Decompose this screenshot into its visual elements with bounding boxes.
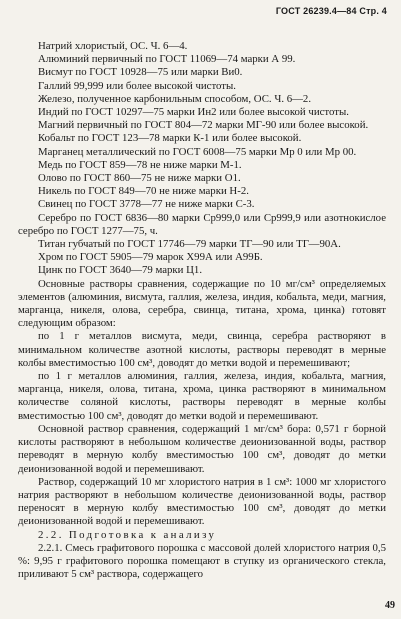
paragraph: Цинк по ГОСТ 3640—79 марки Ц1. — [38, 264, 203, 277]
paragraph: Олово по ГОСТ 860—75 не ниже марки О1. — [38, 172, 241, 185]
paragraph: Никель по ГОСТ 849—70 не ниже марки Н-2. — [38, 185, 249, 198]
paragraph: по 1 г металлов висмута, меди, свинца, серебра растворяют в минимальном количестве азотной кислоты, растворы переводят в мерные колбы вместимостью 100 см³, доводят до метки водой и перемешивают; — [18, 330, 386, 369]
paragraph: 2.2.1. Смесь графитового порошка с массовой долей хлористого натрия 0,5 %: 9,95 г графитового порошка помещают в ступку из органического стекла, приливают 5 см³ раствора, содержащего — [18, 541, 386, 581]
page-header: ГОСТ 26239.4—84 Стр. 4 — [275, 6, 387, 16]
paragraph: Индий по ГОСТ 10297—75 марки Ин2 или более высокой чистоты. — [38, 106, 349, 119]
paragraph: Железо, полученное карбонильным способом, ОС. Ч. 6—2. — [38, 92, 312, 105]
paragraph: Основные растворы сравнения, содержащие по 10 мг/см³ определяемых элементов (алюминия, висмута, галлия, железа, индия, кобальта, меди, магния, марганца, никеля, олова, серебра, свинца, титана, хрома, цинка) готовят следующим образом: — [18, 277, 386, 330]
paragraph: Титан губчатый по ГОСТ 17746—79 марки ТГ—90 или ТГ—90А. — [38, 238, 341, 251]
paragraph: по 1 г металлов алюминия, галлия, железа, индия, кобальта, магния, марганца, никеля, олова, титана, хрома, цинка растворяют в минимальном количестве соляной кислоты, растворы переводят в мерные колбы вместимостью 100 см³, доводят до метки водой и перемешивают. — [18, 370, 386, 422]
paragraph: Основной раствор сравнения, содержащий 1 мг/см³ бора: 0,571 г борной кислоты растворяют в небольшом количестве деионизованной воды, раствор переводят в мерную колбу вместимостью 100 см³, доводят до метки деионизованной водой и перемешивают. — [18, 422, 386, 475]
paragraph: Магний первичный по ГОСТ 804—72 марки МГ-90 или более высокой. — [38, 119, 369, 132]
paragraph: Марганец металлический по ГОСТ 6008—75 марки Мр 0 или Мр 00. — [38, 145, 357, 158]
paragraph: Медь по ГОСТ 859—78 не ниже марки М-1. — [38, 158, 242, 171]
paragraph: Галлий 99,999 или более высокой чистоты. — [38, 79, 236, 92]
paragraph: Серебро по ГОСТ 6836—80 марки Ср999,0 или Ср999,9 или азотнокислое серебро по ГОСТ 1277—75, ч. — [18, 211, 386, 237]
paragraph: Алюминий первичный по ГОСТ 11069—74 марки А 99. — [38, 53, 296, 66]
paragraph: Хром по ГОСТ 5905—79 марок Х99А или А99Б. — [38, 251, 263, 264]
page-number: 49 — [385, 600, 395, 611]
paragraph: 2.2. Подготовка к анализу — [38, 528, 217, 541]
paragraph: Свинец по ГОСТ 3778—77 не ниже марки С-3. — [38, 198, 255, 211]
document-body — [18, 40, 386, 581]
paragraph: Натрий хлористый, ОС. Ч. 6—4. — [38, 40, 188, 52]
paragraph: Раствор, содержащий 10 мг хлористого натрия в 1 см³: 1000 мг хлористого натрия растворяют в небольшом количестве деионизованной воды, раствор переносят в мерную колбу вместимостью 100 см³, доводят до метки деионизованной водой и перемешивают. — [18, 475, 386, 528]
paragraph: Висмут по ГОСТ 10928—75 или марки Ви0. — [38, 66, 243, 79]
paragraph: Кобальт по ГОСТ 123—78 марки К-1 или более высокой. — [38, 132, 302, 145]
